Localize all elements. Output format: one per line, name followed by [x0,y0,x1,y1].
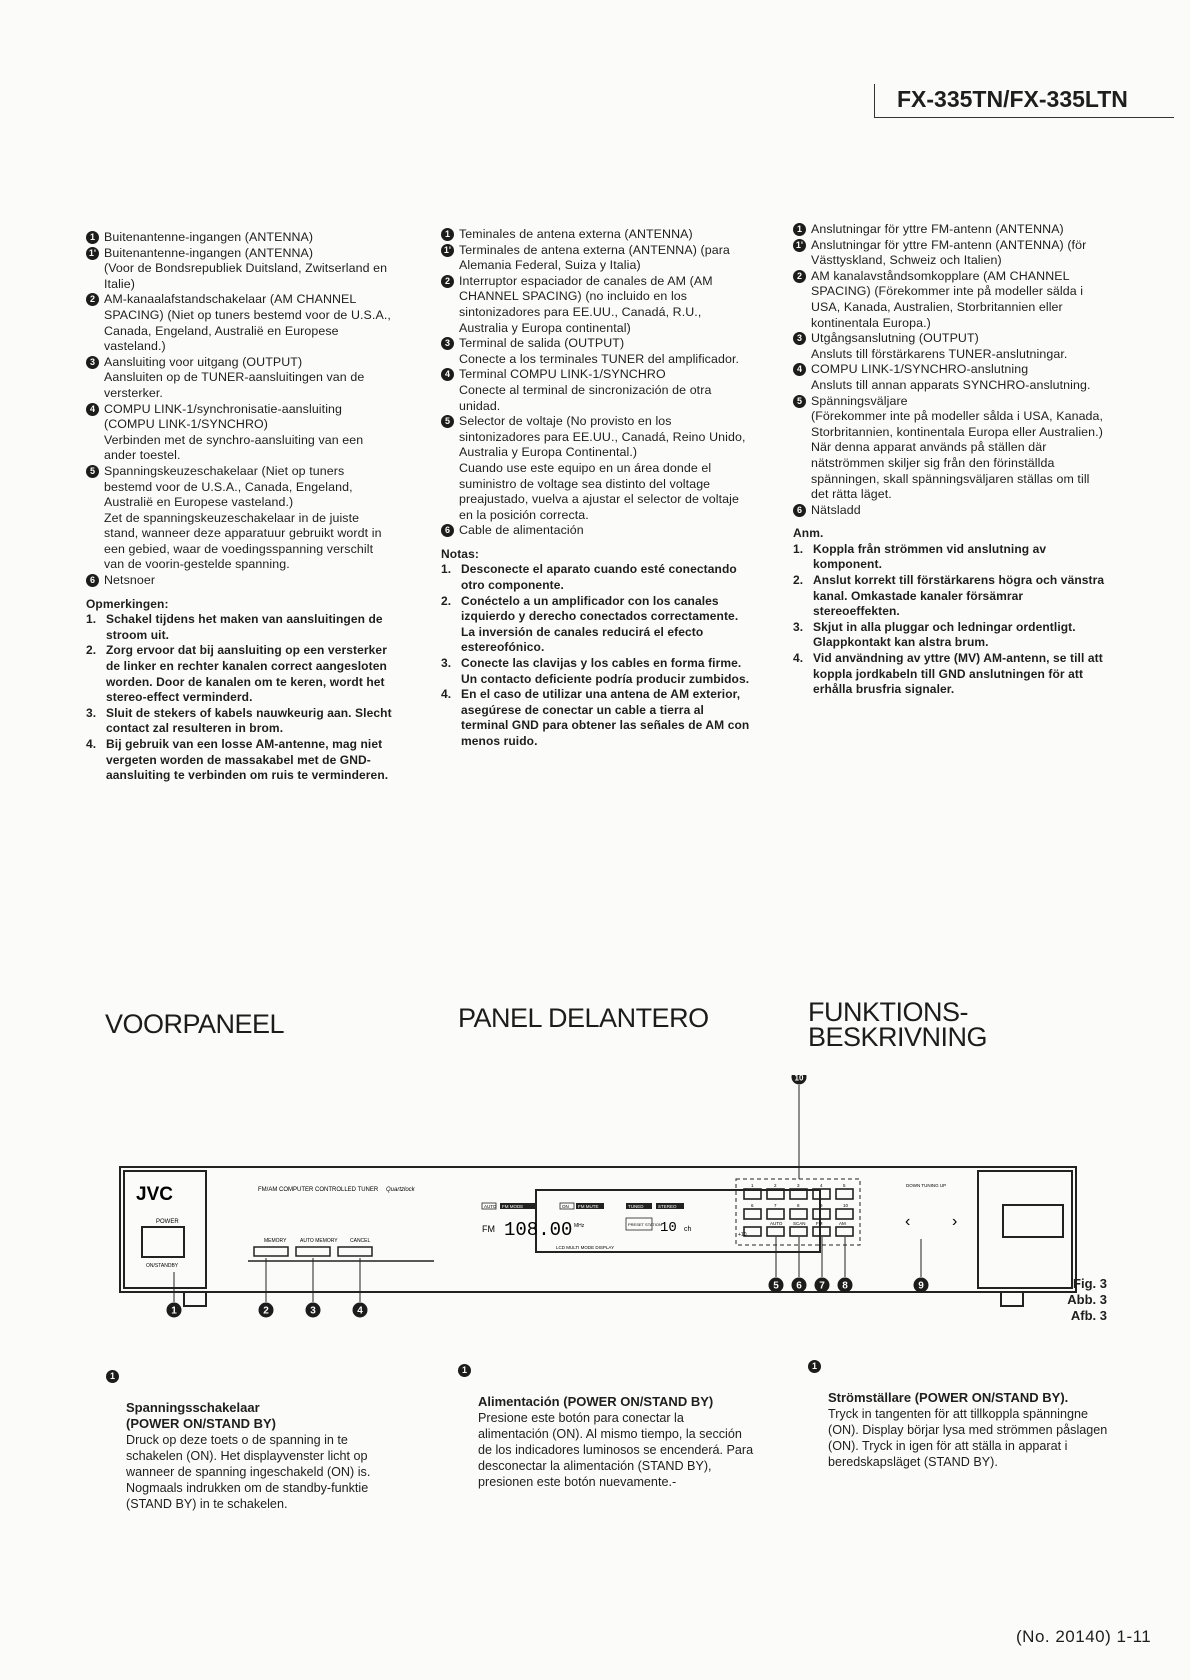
preset-key-label: 9 [820,1203,823,1208]
description-spanish [458,1362,758,1490]
connection-item [441,367,753,414]
fm-mode-indicator: FM MODE [502,1204,524,1209]
connection-item [793,269,1105,331]
memory-label: MEMORY [264,1238,287,1244]
preset-key-6[interactable] [744,1209,761,1219]
note-item [441,594,753,656]
note-number: 2. [86,643,97,658]
fm-mute-indicator: FM MUTE [578,1204,599,1209]
note-text: Desconecte el aparato cuando esté conectando otro componente. [461,562,737,593]
connection-item [86,230,396,246]
connection-item [793,362,1105,393]
note-item [793,651,1105,698]
section-title-voorpaneel: VOORPANEEL [105,1009,285,1039]
preset-key-5[interactable] [836,1189,853,1199]
note-text: En el caso de utilizar una antena de AM exterior, asegúrese de conectar un cable a tierra al terminal GND para obtener las señales de AM con menos ruido. [461,687,750,748]
model-text: FM/AM COMPUTER CONTROLLED TUNER [258,1187,379,1193]
connection-item [86,464,396,573]
connection-item-text: COMPU LINK-1/SYNCHRO-anslutning Ansluts till annan apparats SYNCHRO-anslutning. [811,362,1091,392]
preset-key-8[interactable] [790,1209,807,1219]
channel-unit: ch [684,1226,692,1233]
note-item [441,687,753,749]
page-number: (No. 20140) 1-11 [1016,1627,1152,1646]
connection-item [86,355,396,402]
note-item [441,562,753,593]
description-dutch [106,1368,406,1512]
description-heading-text: Spanningsschakelaar (POWER ON/STAND BY) [126,1400,276,1431]
power-button[interactable] [142,1227,184,1257]
connection-item-text: Terminal COMPU LINK-1/SYNCHRO Conecte al terminal de sincronización de otra unidad. [459,367,712,413]
function-key-fm[interactable] [813,1227,830,1236]
section-title-funktionsbeskrivning: FUNKTIONS- BESKRIVNING [808,997,988,1052]
description-heading-text: Alimentación (POWER ON/STAND BY) [478,1394,714,1409]
callout-number: 8 [842,1280,848,1292]
note-text: Schakel tijdens het maken van aansluitingen de stroom uit. [106,612,383,642]
number-badge: 2 [793,270,806,283]
connection-item [441,227,753,243]
callout-number: 1 [171,1305,177,1317]
display-contents [482,1203,692,1250]
note-text: Conéctelo a un amplificador con los canales izquierdo y derecho conectados correctamente. La inversión de canales reducirá el efecto estereofónico. [461,593,739,655]
tuned-indicator: TUNED [628,1204,644,1209]
connection-item-text: Terminales de antena externa (ANTENNA) (para Alemania Federal, Suiza y Italia) [459,242,730,273]
connection-item-text: Teminales de antena externa (ANTENNA) [459,227,693,241]
note-number: 3. [793,619,804,634]
number-badge: 6 [441,524,454,537]
number-badge: 3 [793,332,806,345]
tuning-button[interactable] [1003,1205,1063,1237]
note-item [86,737,396,784]
stereo-indicator: STEREO [658,1204,677,1209]
number-badge: 6 [86,574,99,587]
preset-key-label: 5 [843,1183,846,1188]
connection-item [441,243,753,274]
description-body: Presione este botón para conectar la alimentación (ON). Al mismo tiempo, la sección de los indicadores luminosos se encenderá. Para desconectar la alimentación (STAND BY), presionen este botón nuevamente.- [478,1411,754,1489]
description-heading [808,1358,1108,1406]
connection-item [441,523,753,539]
description-heading [458,1362,758,1410]
on-indicator: ON [562,1204,569,1209]
note-number: 2. [441,593,452,608]
preset-key-label: 6 [751,1203,754,1208]
power-label: POWER [156,1219,179,1225]
front-panel-figure [116,1075,1176,1335]
number-badge: 1' [793,239,806,252]
note-number: 1. [793,541,804,556]
connection-item [441,274,753,336]
connection-item [86,573,396,589]
lower-keys [744,1221,853,1236]
connection-item-text: Buitenantenne-ingangen (ANTENNA) [104,230,314,244]
connections-column-spanish [441,227,753,750]
description-swedish [808,1358,1108,1470]
number-badge: 6 [793,504,806,517]
display-caption: LCD MULTI MODE DISPLAY [556,1245,615,1250]
standby-label: ON/STANDBY [146,1263,179,1269]
function-key-scan[interactable] [790,1227,807,1236]
connection-item-text: Buitenantenne-ingangen (ANTENNA) (Voor de Bondsrepubliek Duitsland, Zwitserland en Italie) [104,245,388,291]
connection-item-text: Netsnoer [104,573,156,588]
preset-key-10[interactable] [836,1209,853,1219]
number-badge: 1 [808,1360,821,1373]
connection-item [793,222,1105,238]
quartzlock-logo: Quartzlock [386,1187,415,1193]
preset-key-9[interactable] [813,1209,830,1219]
number-badge: 3 [86,356,99,369]
connection-item-text: Nätsladd [811,502,861,517]
number-badge: 1 [793,223,806,236]
note-item [86,706,396,737]
connection-item-text: Interruptor espaciador de canales de AM (AM CHANNEL SPACING) (no incluido en los sintonizadores para EE.UU., Canadá, R.U., Australia y Europa continental) [459,273,713,335]
connection-item-text: Terminal de salida (OUTPUT) Conecte a los terminales TUNER del amplificador. [459,336,740,366]
callout-number: 6 [796,1280,802,1292]
connection-item [793,331,1105,362]
figure-label: Fig. 3 Abb. 3 Afb. 3 [1067,1276,1107,1323]
connection-item-text: Selector de voltaje (No provisto en los sintonizadores para EE.UU., Canadá, Reino Unido, Australia y Europa Continental.) Cuando use este equipo en un área donde el suministro de voltage sea distinto del voltage preajustado, vuelva a ajustar el selector de voltaje en la posición correcta. [459,414,746,522]
number-badge: 1' [86,247,99,260]
note-number: 1. [86,612,97,627]
brand-logo: JVC [136,1184,173,1205]
note-number: 2. [793,573,804,588]
connection-item-text: AM-kanaalafstandschakelaar (AM CHANNEL SPACING) (Niet op tuners bestemd voor de U.S.A., Canada, Engeland, Australië en Europese vasteland.) [104,292,391,354]
left-foot [184,1292,206,1306]
callout-number: 7 [819,1280,825,1292]
tuning-up-arrow[interactable]: › [952,1213,958,1230]
connection-item-text: Cable de alimentación [459,523,584,538]
section-title-panel-delantero: PANEL DELANTERO [458,1003,709,1033]
connection-item [441,414,753,523]
preset-key-label: 7 [774,1203,777,1208]
note-text: Skjut in alla pluggar och ledningar ordentligt. Glappkontakt kan alstra brum. [813,619,1076,650]
auto-memory-button[interactable] [296,1247,330,1256]
note-text: Bij gebruik van een losse AM-antenne, mag niet vergeten worden de massakabel met de GND-aansluiting te verbinden om ruis te verminderen. [106,737,389,783]
number-badge: 4 [86,403,99,416]
note-text: Sluit de stekers of kabels nauwkeurig aan. Slecht contact zal resulteren in brom. [106,705,392,736]
connection-item-text: Aansluiting voor uitgang (OUTPUT) Aansluiten op de TUNER-aansluitingen van de versterker. [104,354,365,400]
note-item [793,542,1105,573]
connection-item-text: Utgångsanslutning (OUTPUT) Ansluts till förstärkarens TUNER-anslutningar. [811,331,1068,361]
number-badge: 3 [441,337,454,350]
number-badge: 1 [86,231,99,244]
number-badge: 4 [793,363,806,376]
preset-readout: 10 [660,1220,677,1236]
plus10-key[interactable] [744,1227,761,1236]
notes-title: Opmerkingen: [86,596,169,611]
cancel-button[interactable] [338,1247,372,1256]
connections-column-dutch [86,230,396,784]
panel-right-section [978,1171,1072,1288]
preset-key-label: 8 [797,1203,800,1208]
preset-key-label: 10 [843,1203,849,1208]
note-number: 3. [441,656,452,671]
note-item [86,612,396,643]
note-text: Koppla från strömmen vid anslutning av komponent. [813,541,1047,572]
notes-title: Anm. [793,526,824,541]
callout-number: 5 [773,1280,779,1292]
number-badge: 5 [441,415,454,428]
preset-key-label: 3 [797,1183,800,1188]
note-number: 4. [441,687,452,702]
function-key-auto[interactable] [767,1227,784,1236]
connection-item [441,336,753,367]
number-badge: 1 [458,1364,471,1377]
function-key-label: AUTO [770,1221,783,1226]
cancel-label: CANCEL [350,1238,371,1244]
note-item [441,656,753,687]
callout-number: 2 [263,1305,269,1317]
connection-item [86,292,396,354]
callout-number: 10 [794,1075,804,1083]
callouts [167,1075,929,1318]
connection-item [793,238,1105,269]
note-text: Zorg ervoor dat bij aansluiting op een versterker de linker en rechter kanalen correct aangesloten worden. Door de kanalen om te keren, wordt het stereo-effect verminderd. [106,643,387,705]
preset-key-label: 2 [774,1183,777,1188]
note-item [793,573,1105,620]
plus10-label: +10 [738,1232,747,1238]
connection-item-text: COMPU LINK-1/synchronisatie-aansluiting (COMPU LINK-1/SYNCHRO) Verbinden met de synchro-aansluiting van een ander toestel. [104,401,364,463]
function-key-am[interactable] [836,1227,853,1236]
frequency-readout: 108.00 [504,1219,573,1241]
note-text: Anslut korrekt till förstärkarens högra och vänstra kanal. Omkastade kanaler försämrar stereoeffekten. [813,573,1105,619]
connection-item [793,394,1105,503]
number-badge: 4 [441,368,454,381]
function-key-label: FM [816,1221,823,1226]
connection-item [86,246,396,293]
preset-key-7[interactable] [767,1209,784,1219]
memory-button[interactable] [254,1247,288,1256]
connection-item-text: Anslutningar för yttre FM-antenn (ANTENNA) (för Västtyskland, Schweiz och Italien) [811,237,1087,268]
description-heading-text: Strömställare (POWER ON/STAND BY). [828,1390,1069,1405]
connection-item-text: Spanningskeuzeschakelaar (Niet op tuners bestemd voor de U.S.A., Canada, Engeland, Australië en Europese vasteland.) Zet de spanningskeuzeschakelaar in de juiste stand, wanneer deze apparatuur gebruikt wordt in een gebied, waar de voedingsspanning verschilt van de voorin-gestelde spanning. [104,463,382,572]
note-text: Vid användning av yttre (MV) AM-antenn, se till att koppla jordkabeln till GND anslutningen för att erhålla brusfria signaler. [813,651,1103,697]
number-badge: 2 [86,293,99,306]
preset-station-label: PRESET STATION [628,1222,662,1227]
tuning-down-arrow[interactable]: ‹ [905,1213,911,1230]
number-badge: 5 [86,465,99,478]
auto-indicator: AUTO [484,1204,497,1209]
function-key-label: SCAN [793,1221,806,1226]
note-text: Conecte las clavijas y los cables en forma firme. Un contacto deficiente podría producir zumbidos. [461,656,750,686]
note-number: 4. [86,737,97,751]
description-heading [106,1368,406,1432]
callout-number: 9 [918,1280,924,1292]
model-title: FX-335TN/FX-335LTN [874,84,1174,118]
number-badge: 1 [106,1370,119,1383]
note-number: 3. [86,705,97,720]
description-body: Druck op deze toets o de spanning in te schakelen (ON). Het displayvenster licht op wanneer de spanning ingeschakeld (ON) is. Nogmaals indrukken om de standby-funktie (STAND BY) in te schakelen. [126,1433,371,1511]
tuning-label: DOWN TUNING UP [906,1183,947,1188]
connection-item [86,402,396,464]
mhz-unit: MHz [574,1223,585,1229]
preset-key-label: 1 [751,1183,754,1188]
note-number: 1. [441,562,452,577]
connection-item [793,503,1105,519]
number-badge: 5 [793,395,806,408]
notes-title: Notas: [441,546,479,561]
connection-item-text: Spänningsväljare (Förekommer inte på modeller sålda i USA, Kanada, Storbritannien, kontinentala Europa eller Australien.) När denna apparat används på ställen där nätströmmen skiljer sig från den förinställda spänningen, skall spänningsväljaren ställas om till det rätta läget. [811,393,1104,502]
number-badge: 1 [441,228,454,241]
preset-key-label: 4 [820,1183,823,1188]
auto-memory-label: AUTO MEMORY [300,1238,338,1244]
connections-column-swedish [793,222,1105,698]
right-foot [1001,1292,1023,1306]
note-number: 4. [793,651,804,666]
function-key-label: AM [839,1221,846,1226]
description-body: Tryck in tangenten för att tillkoppla spänningne (ON). Display börjar lysa med strömmen påslagen (ON). Tryck in igen för att ställa in apparat i beredskapsläget (STAND BY). [828,1407,1108,1469]
note-item [86,643,396,705]
note-item [793,620,1105,651]
band-indicator: FM [482,1224,495,1234]
callout-number: 4 [357,1305,363,1317]
number-badge: 2 [441,275,454,288]
memory-buttons [248,1238,434,1261]
preset-keys [744,1183,853,1219]
connection-item-text: AM kanalavståndsomkopplare (AM CHANNEL SPACING) (Förekommer inte på modeller sälda i USA, Kanada, Australien, Storbritannien eller kontinentala Europa.) [811,268,1084,330]
number-badge: 1' [441,244,454,257]
connection-item-text: Anslutningar för yttre FM-antenn (ANTENNA) [811,222,1064,236]
callout-number: 3 [310,1305,316,1317]
